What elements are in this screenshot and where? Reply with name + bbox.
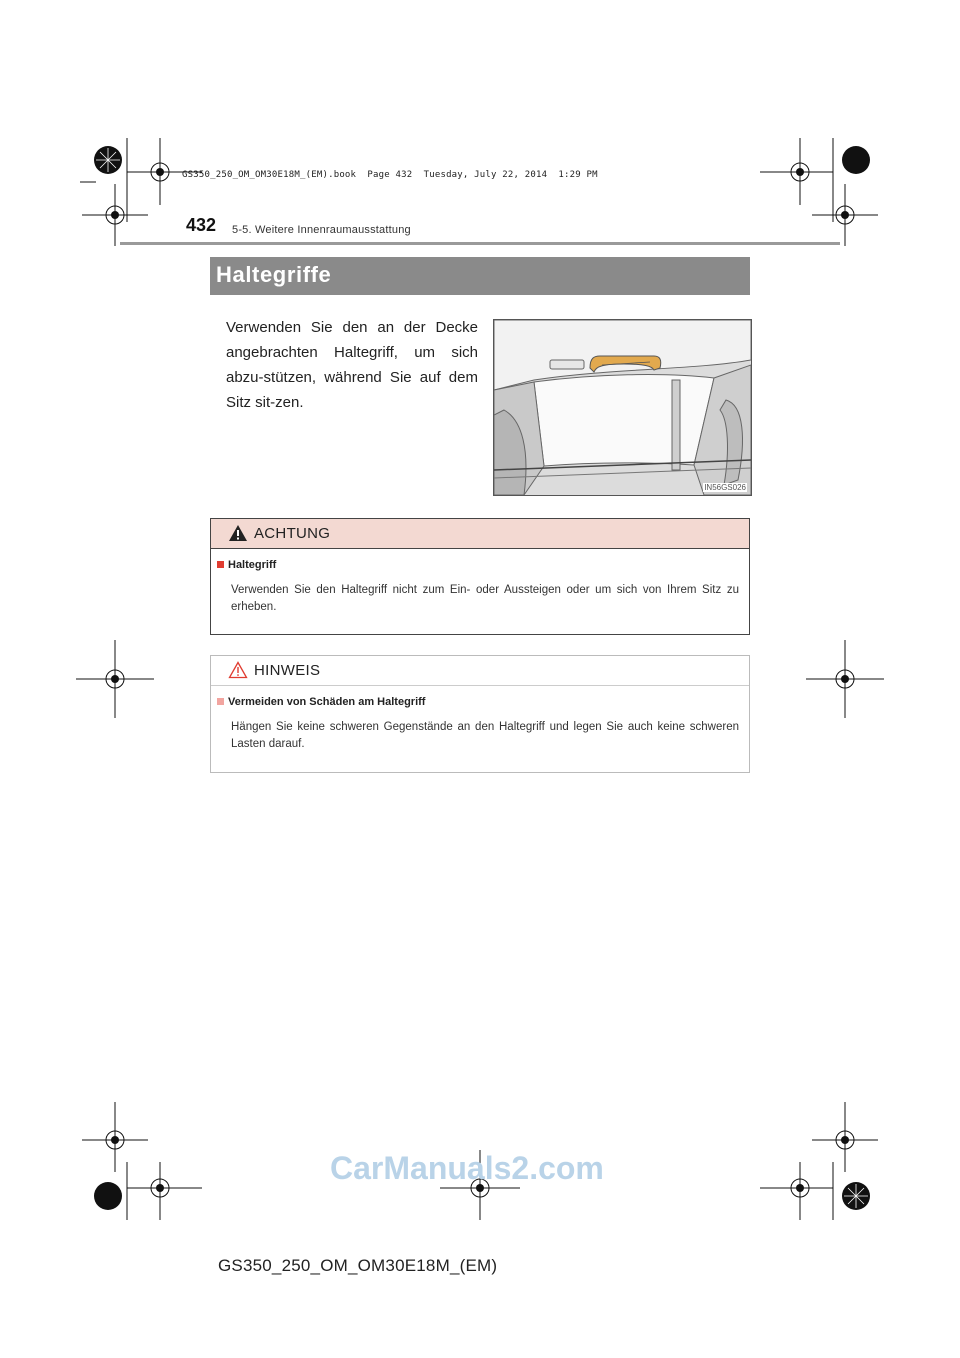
- caution-label: ACHTUNG: [254, 525, 331, 542]
- note-box: [210, 655, 750, 773]
- watermark: CarManuals2.com: [330, 1150, 604, 1186]
- intro-text: Verwenden Sie den an der Decke angebrachten Haltegriff, um sich abzu-stützen, während Sie auf dem Sitz sit-zen.: [226, 319, 478, 411]
- assist-grip-illustration: [493, 319, 752, 496]
- note-item-title: [217, 696, 425, 708]
- heading-bar: [210, 257, 750, 295]
- warning-triangle-icon: [228, 524, 248, 542]
- note-item-text: Hängen Sie keine schweren Gegenstände an den Haltegriff und legen Sie auch keine schweren Lasten darauf.: [231, 721, 739, 750]
- caution-box: [210, 518, 750, 635]
- caution-header: [211, 519, 749, 549]
- note-label: HINWEIS: [254, 662, 321, 679]
- header-rule: [120, 242, 840, 245]
- footer-code: GS350_250_OM_OM30E18M_(EM): [218, 1256, 498, 1275]
- warning-outline-icon: [228, 661, 248, 679]
- caution-item-title: [217, 559, 276, 571]
- figure-code: IN56GS026: [704, 483, 746, 492]
- print-header: GS350_250_OM_OM30E18M_(EM).book Page 432 Tuesday, July 22, 2014 1:29 PM: [182, 170, 598, 180]
- square-bullet-icon: [217, 561, 224, 568]
- caution-item-title-text: Haltegriff: [228, 559, 277, 571]
- square-bullet-icon: [217, 698, 224, 705]
- heading: Haltegriffe: [216, 262, 332, 287]
- note-item-title-text: Vermeiden von Schäden am Haltegriff: [228, 696, 426, 708]
- note-header: [211, 656, 749, 686]
- page-number: 432: [186, 215, 217, 235]
- caution-item-text: Verwenden Sie den Haltegriff nicht zum Ein- oder Aussteigen oder um sich von Ihrem Sitz zu erheben.: [231, 584, 739, 613]
- section-title: 5-5. Weitere Innenraumausstattung: [232, 224, 411, 236]
